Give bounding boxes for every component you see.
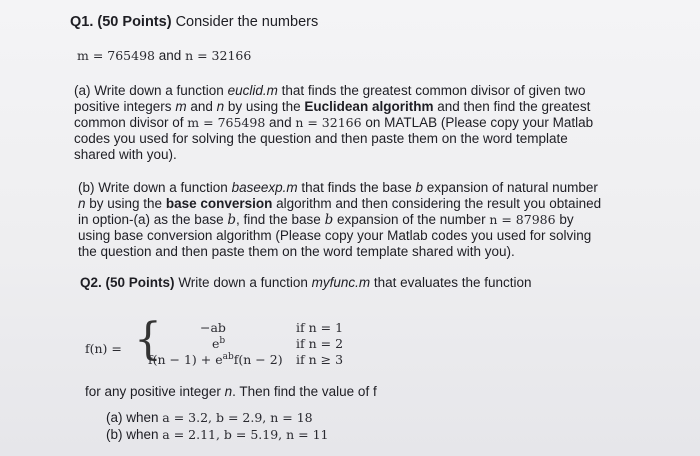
case-values: a = 3.2, b = 2.9, n = 18	[162, 410, 313, 425]
given-n: n = 32166	[185, 48, 252, 63]
text: that finds the greatest common divisor of given two	[277, 83, 586, 98]
var-n: n	[224, 384, 233, 399]
q1-intro: Consider the numbers	[175, 14, 319, 30]
var-n: n	[216, 99, 225, 114]
text: and	[265, 115, 296, 130]
var-n: n	[78, 196, 86, 211]
case-2-cond: if n = 2	[296, 336, 344, 351]
q1-label: Q1.	[70, 14, 94, 30]
case-1-cond: if n = 1	[296, 320, 344, 335]
case-2-expr	[212, 336, 225, 351]
function-name: euclid.m	[227, 83, 278, 98]
case-a-line	[106, 410, 313, 426]
expr: e	[212, 336, 220, 351]
text: by using the	[85, 196, 166, 211]
text: expansion of natural number	[422, 180, 598, 195]
text: . Then find the value of f	[232, 384, 377, 399]
closing-line	[85, 384, 377, 400]
part-a-line-4: codes you used for solving the question and then paste them on the word template	[74, 131, 568, 146]
case-label: (b) when	[106, 427, 163, 442]
text: (a) Write down a function	[74, 83, 228, 98]
m-equation: m = 765498	[187, 115, 266, 130]
part-a-line-3	[74, 115, 593, 131]
left-brace: {	[134, 314, 162, 365]
q1-points: (50 Points)	[97, 14, 172, 30]
text: , find the base	[236, 212, 325, 227]
part-a-line-2	[74, 99, 590, 115]
part-a-line-5: shared with you).	[74, 147, 177, 162]
q1-heading	[70, 14, 318, 30]
algorithm-name: base conversion	[165, 196, 273, 211]
text: positive integers	[74, 99, 176, 114]
case-label: (a) when	[106, 410, 163, 425]
function-name: myfunc.m	[311, 275, 371, 290]
text: that finds the base	[297, 180, 416, 195]
expr: f(n − 1) + e	[148, 352, 223, 367]
given-m: m = 765498	[77, 48, 155, 63]
var-m: m	[175, 99, 187, 114]
expr: −ab	[200, 320, 226, 335]
q2-points: (50 Points)	[105, 275, 175, 290]
var-b: b	[324, 212, 334, 228]
text: by using the	[224, 99, 305, 114]
part-b-line-1	[78, 180, 598, 196]
given-and: and	[158, 48, 182, 63]
text: Write down a function	[178, 275, 312, 290]
exponent: b	[219, 336, 226, 346]
text: and then find the greatest	[433, 99, 591, 114]
text: by	[555, 212, 574, 227]
case-values: a = 2.11, b = 5.19, n = 11	[162, 427, 329, 442]
text: for any positive integer	[85, 384, 225, 399]
piecewise-lhs: f(n) =	[85, 341, 122, 356]
algorithm-name: Euclidean algorithm	[304, 99, 434, 114]
expr-tail: f(n − 2)	[233, 352, 283, 367]
text: and	[186, 99, 217, 114]
part-b-line-5: the question and then paste them on the word template shared with you).	[78, 244, 515, 259]
part-b-line-4: using base conversion algorithm (Please copy your Matlab codes you used for solving	[78, 228, 592, 243]
case-1-expr	[200, 320, 226, 335]
text: in option-(a) as the base	[78, 212, 228, 227]
text: (b) Write down a function	[78, 180, 232, 195]
n-equation: n = 32166	[295, 115, 362, 130]
text: that evaluates the function	[370, 275, 532, 290]
given-numbers	[77, 48, 251, 63]
q2-label: Q2.	[80, 275, 102, 290]
part-a-line-1	[74, 83, 586, 99]
exponent: ab	[222, 352, 234, 362]
part-b-line-3	[78, 212, 574, 228]
case-3-cond: if n ≥ 3	[296, 352, 344, 367]
text: expansion of the number	[333, 212, 490, 227]
text: on MATLAB (Please copy your Matlab	[361, 115, 594, 130]
var-b: b	[415, 180, 423, 195]
text: common divisor of	[74, 115, 188, 130]
part-b-line-2	[78, 196, 601, 212]
function-name: baseexp.m	[231, 180, 298, 195]
n-equation: n = 87986	[489, 212, 556, 227]
var-b: b	[227, 212, 236, 228]
case-b-line	[106, 427, 329, 443]
q2-heading	[80, 275, 532, 291]
text: algorithm and then considering the result you obtained	[272, 196, 602, 211]
case-3-expr	[148, 352, 283, 367]
